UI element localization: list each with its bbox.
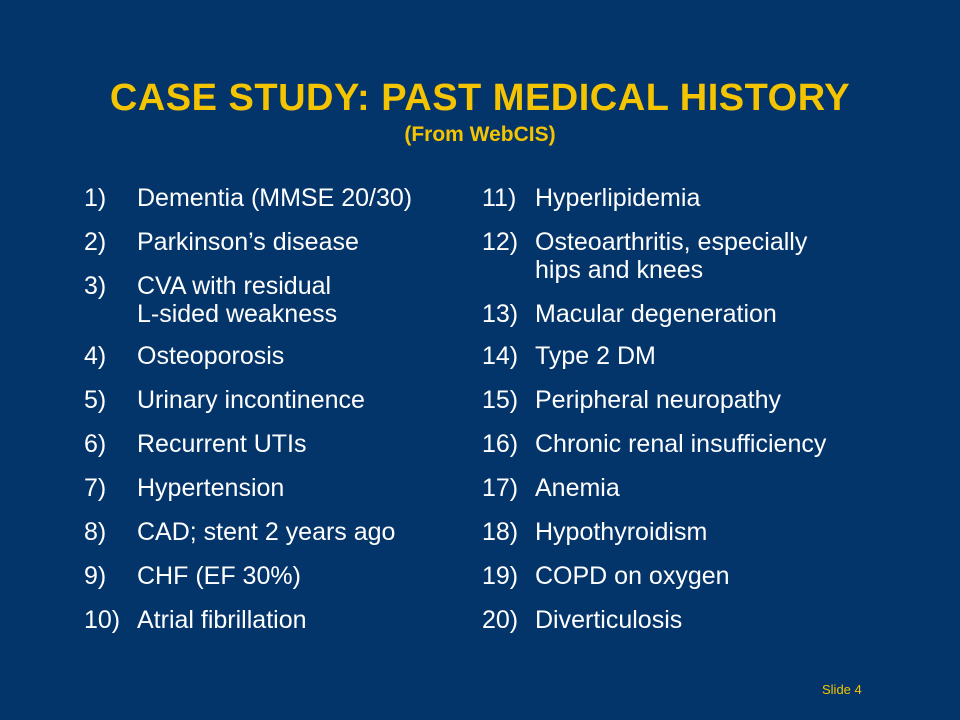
list-item-text: Macular degeneration bbox=[535, 300, 777, 328]
list-item bbox=[482, 430, 902, 458]
slide-number: Slide 4 bbox=[822, 682, 862, 697]
list-item bbox=[482, 300, 902, 328]
list-item bbox=[84, 562, 474, 590]
list-item-text: CAD; stent 2 years ago bbox=[137, 518, 396, 546]
list-item-number: 4) bbox=[84, 342, 107, 370]
list-item bbox=[84, 184, 474, 212]
list-item bbox=[84, 228, 474, 256]
list-item-number: 18) bbox=[482, 518, 519, 546]
list-item-text: Parkinson’s disease bbox=[137, 228, 359, 256]
list-item-number: 8) bbox=[84, 518, 107, 546]
list-item-text: Hypertension bbox=[137, 474, 285, 502]
list-item bbox=[84, 474, 474, 502]
list-item-text: Chronic renal insufficiency bbox=[535, 430, 827, 458]
list-item-text: Osteoporosis bbox=[137, 342, 285, 370]
list-item-text: Hypothyroidism bbox=[535, 518, 708, 546]
list-item-text: CHF (EF 30%) bbox=[137, 562, 301, 590]
list-item-number: 15) bbox=[482, 386, 519, 414]
list-item bbox=[482, 228, 902, 284]
list-item bbox=[482, 342, 902, 370]
list-item-number: 9) bbox=[84, 562, 107, 590]
list-item-text: Osteoarthritis, especially hips and knees bbox=[535, 228, 808, 284]
list-item-number: 14) bbox=[482, 342, 519, 370]
list-item bbox=[84, 342, 474, 370]
list-item bbox=[84, 606, 474, 634]
list-item-number: 13) bbox=[482, 300, 519, 328]
list-item bbox=[482, 386, 902, 414]
list-item-number: 11) bbox=[482, 184, 517, 212]
list-item-number: 6) bbox=[84, 430, 107, 458]
list-item-text: Peripheral neuropathy bbox=[535, 386, 781, 414]
list-item-number: 17) bbox=[482, 474, 519, 502]
list-item-number: 7) bbox=[84, 474, 107, 502]
list-item-number: 5) bbox=[84, 386, 107, 414]
list-item-number: 2) bbox=[84, 228, 107, 256]
list-item bbox=[482, 518, 902, 546]
list-item-text: Hyperlipidemia bbox=[535, 184, 701, 212]
list-item bbox=[84, 518, 474, 546]
list-item-text: Urinary incontinence bbox=[137, 386, 365, 414]
list-item-text: Type 2 DM bbox=[535, 342, 656, 370]
list-item bbox=[482, 562, 902, 590]
list-item-number: 3) bbox=[84, 272, 107, 300]
list-item-text: CVA with residual L-sided weakness bbox=[137, 272, 338, 328]
list-item-number: 12) bbox=[482, 228, 519, 256]
list-item-number: 16) bbox=[482, 430, 519, 458]
list-item-text: COPD on oxygen bbox=[535, 562, 730, 590]
list-item-text: Recurrent UTIs bbox=[137, 430, 307, 458]
list-item-number: 10) bbox=[84, 606, 121, 634]
list-item bbox=[482, 184, 902, 212]
list-item bbox=[84, 386, 474, 414]
list-item-number: 1) bbox=[84, 184, 107, 212]
list-item bbox=[84, 430, 474, 458]
list-item-text: Atrial fibrillation bbox=[137, 606, 307, 634]
list-item-text: Dementia (MMSE 20/30) bbox=[137, 184, 413, 212]
list-item bbox=[482, 606, 902, 634]
list-item bbox=[482, 474, 902, 502]
slide-title: CASE STUDY: PAST MEDICAL HISTORY bbox=[109, 77, 851, 119]
list-item-number: 20) bbox=[482, 606, 519, 634]
list-item bbox=[84, 272, 474, 328]
list-item-number: 19) bbox=[482, 562, 519, 590]
slide-subtitle: (From WebCIS) bbox=[404, 123, 556, 146]
list-item-text: Diverticulosis bbox=[535, 606, 683, 634]
list-item-text: Anemia bbox=[535, 474, 620, 502]
